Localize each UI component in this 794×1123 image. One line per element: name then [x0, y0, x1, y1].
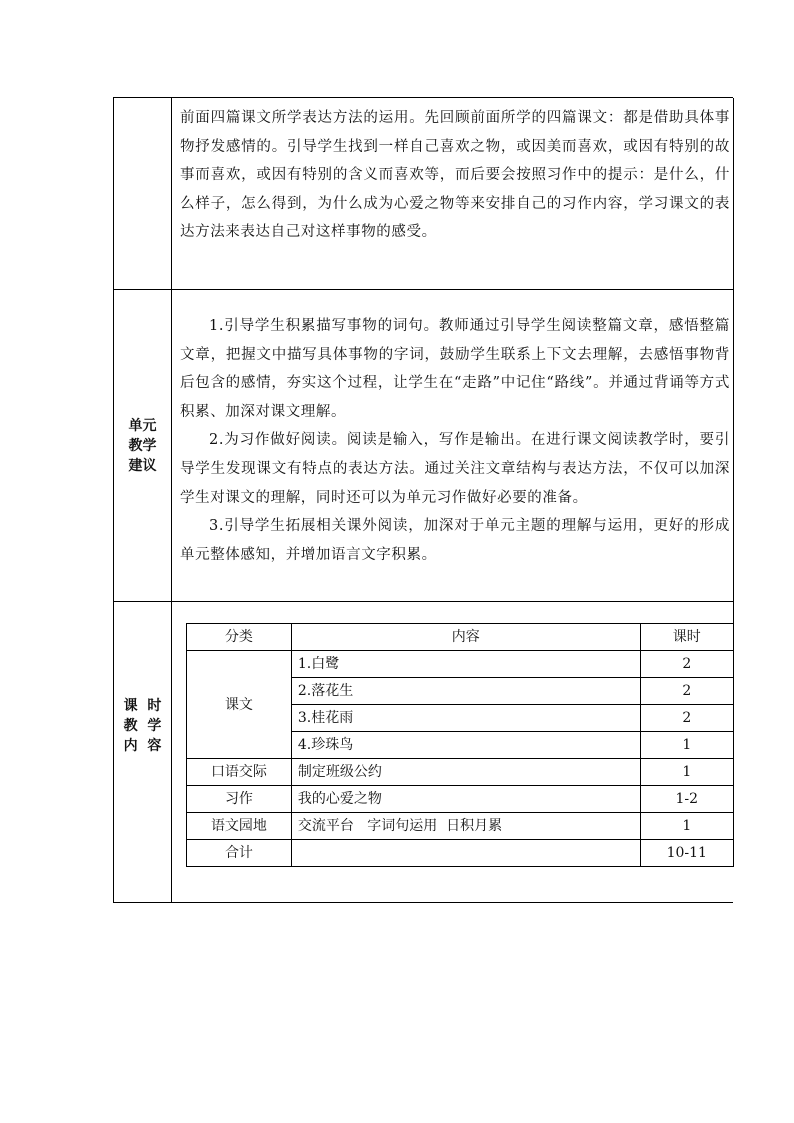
row-category: 口语交际	[187, 759, 292, 786]
row-hours: 1-2	[640, 786, 733, 813]
header-hours: 课时	[640, 624, 733, 651]
row-content: 3.桂花雨	[291, 705, 640, 732]
row-hours: 1	[640, 813, 733, 840]
table-total-row	[187, 840, 734, 867]
suggestions-label-line: 单元	[128, 417, 157, 434]
lesson-plan-table	[113, 97, 733, 903]
row-content: 1.白鹭	[291, 651, 640, 678]
suggestions-content	[180, 312, 730, 569]
suggestions-row	[114, 290, 734, 602]
schedule-label-line: 教 学	[123, 718, 162, 734]
schedule-label-line: 内 容	[123, 738, 162, 754]
total-hours: 10-11	[640, 840, 733, 867]
suggestions-label-line: 教学	[128, 437, 157, 454]
suggestion-paragraph-1: 1.引导学生积累描写事物的词句。教师通过引导学生阅读整篇文章，感悟整篇文章，把握文中描写具体事物的字词，鼓励学生联系上下文去理解，去感悟事物背后包含的感情，夯实这个过程，让学生在“走路”中记住“路线”。并通过背诵等方式积累、加深对课文理解。	[180, 318, 730, 420]
row-content: 制定班级公约	[291, 759, 640, 786]
kewen-category: 课文	[187, 651, 292, 759]
schedule-label-cell	[114, 602, 172, 902]
header-content: 内容	[291, 624, 640, 651]
schedule-label-line: 课 时	[123, 698, 162, 714]
row-hours: 1	[640, 732, 733, 759]
outer-right-border	[733, 98, 734, 698]
total-content	[291, 840, 640, 867]
row-content: 2.落花生	[291, 678, 640, 705]
row-content: 交流平台 字词句运用 日积月累	[291, 813, 640, 840]
table-header-row	[187, 624, 734, 651]
row-hours: 2	[640, 705, 733, 732]
row-hours: 2	[640, 678, 733, 705]
table-row	[187, 759, 734, 786]
schedule-table	[186, 623, 734, 867]
table-row	[187, 813, 734, 840]
total-category: 合计	[187, 840, 292, 867]
row-category: 语文园地	[187, 813, 292, 840]
intro-label-cell	[114, 98, 172, 289]
suggestion-paragraph-2: 2.为习作做好阅读。阅读是输入，写作是输出。在进行课文阅读教学时，要引导学生发现课文有特点的表达方法。通过关注文章结构与表达方法，不仅可以加深学生对课文的理解，同时还可以为单元习作做好必要的准备。	[180, 432, 730, 506]
row-content: 4.珍珠鸟	[291, 732, 640, 759]
suggestions-label-line: 建议	[128, 457, 157, 474]
table-row	[187, 651, 734, 678]
intro-paragraph: 前面四篇课文所学表达方法的运用。先回顾前面所学的四篇课文：都是借助具体事物抒发感情的。引导学生找到一样自己喜欢之物，或因美而喜欢，或因有特别的故事而喜欢，或因有特别的含义而喜欢等，而后要会按照习作中的提示：是什么，什么样子，怎么得到，为什么成为心爱之物等来安排自己的习作内容，学习课文的表达方法来表达自己对这样事物的感受。	[180, 110, 730, 240]
schedule-row	[114, 602, 734, 902]
row-content: 我的心爱之物	[291, 786, 640, 813]
row-hours: 2	[640, 651, 733, 678]
intro-row	[114, 98, 734, 290]
row-hours: 1	[640, 759, 733, 786]
row-category: 习作	[187, 786, 292, 813]
schedule-label	[124, 696, 162, 756]
table-row	[187, 786, 734, 813]
suggestion-paragraph-3: 3.引导学生拓展相关课外阅读，加深对于单元主题的理解与运用，更好的形成单元整体感知，并增加语言文字积累。	[180, 518, 730, 563]
suggestions-label	[129, 416, 157, 476]
header-category: 分类	[187, 624, 292, 651]
suggestions-label-cell	[114, 290, 172, 601]
